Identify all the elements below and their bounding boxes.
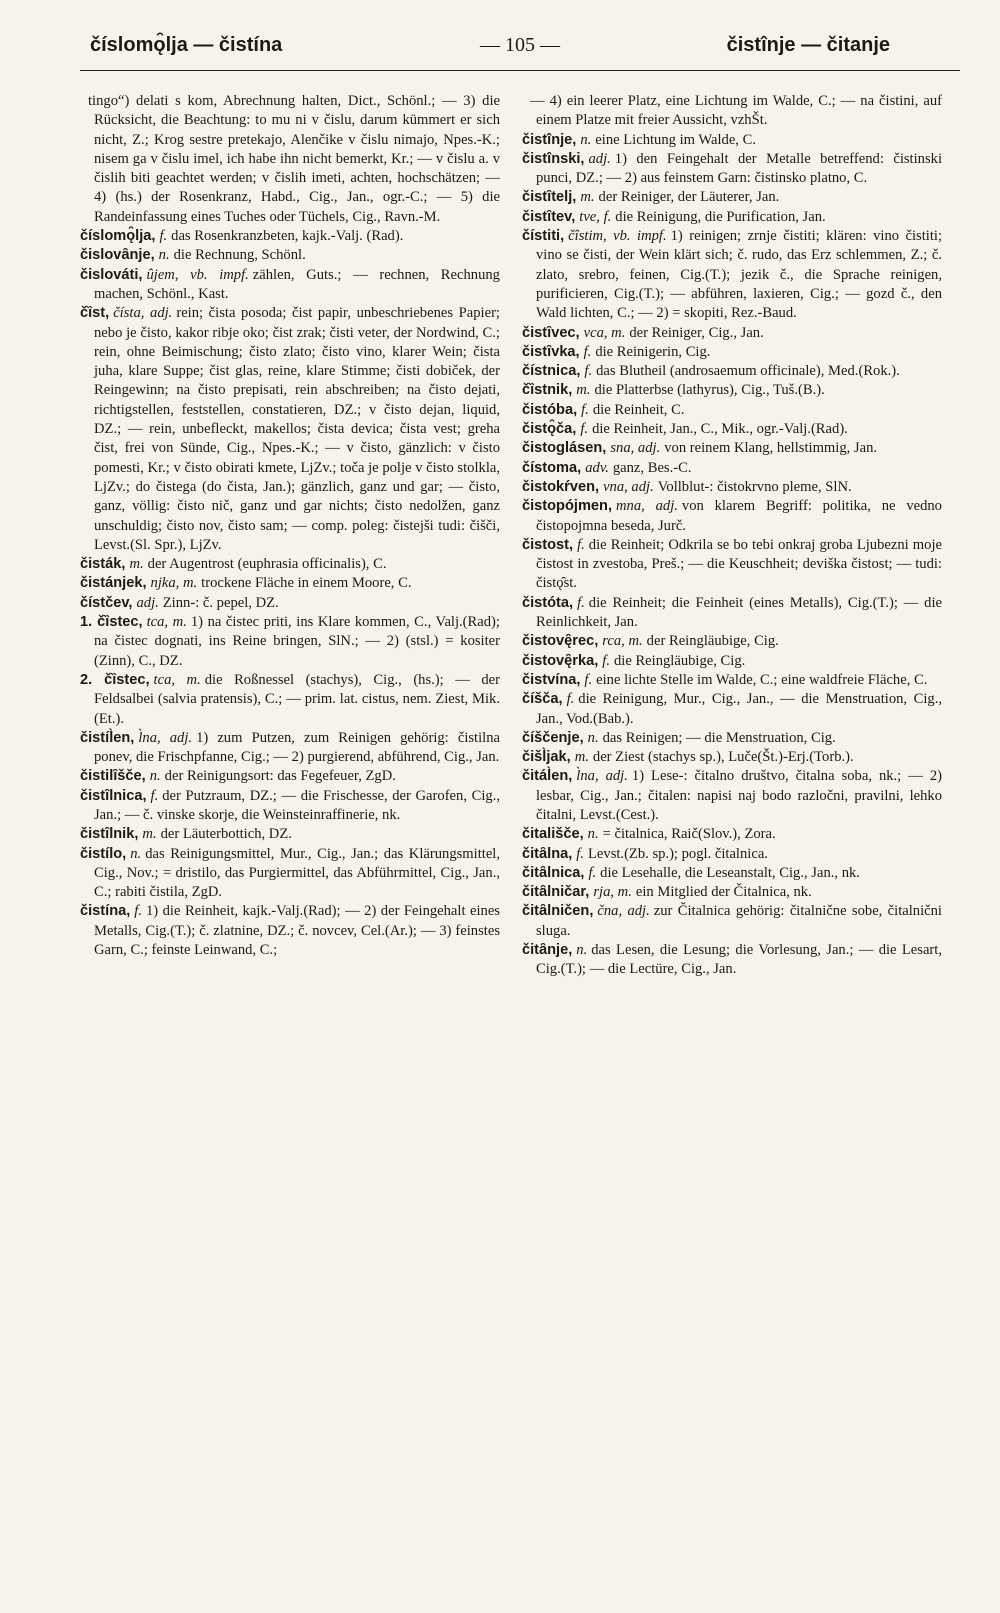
- grammar-note: n.: [587, 826, 599, 843]
- definition: die Platterbse (lathyrus), Cig., Tuš.(B.).: [594, 382, 825, 399]
- dictionary-entry: [80, 902, 500, 960]
- headword: čitȃlna,: [522, 845, 573, 862]
- dictionary-entry: [522, 883, 942, 902]
- definition: die Reinheit, Jan., C., Mik., ogr.-Valj.(Rad).: [592, 421, 848, 438]
- grammar-note: vna, adj.: [603, 478, 654, 495]
- definition: von klarem Begriff: politika, ne vedno čistopojmna beseda, Jurč.: [536, 498, 942, 534]
- headword: čitȃlnica,: [522, 864, 585, 881]
- grammar-note: f.: [159, 228, 168, 245]
- dictionary-entry: [522, 401, 942, 420]
- headword: čistovę̑rka,: [522, 652, 599, 669]
- headword: 1. čȉstec,: [80, 614, 143, 631]
- headword: čistînje,: [522, 131, 577, 148]
- grammar-note: f.: [584, 363, 593, 380]
- grammar-note: l̀na, adj.: [576, 768, 628, 785]
- dictionary-entry: [80, 729, 500, 768]
- dictionary-entry: [522, 941, 942, 980]
- definition: das Reinigen; — die Menstruation, Cig.: [602, 729, 836, 746]
- headword: čístoma,: [522, 459, 582, 476]
- headword: čistȋlnik,: [80, 826, 139, 843]
- headword: čitȃlničar,: [522, 884, 590, 901]
- dictionary-entry: [522, 439, 942, 458]
- definition: eine Lichtung im Walde, C.: [595, 131, 756, 148]
- grammar-note: mna, adj.: [616, 498, 678, 515]
- grammar-note: n.: [158, 247, 170, 264]
- dictionary-entry: [522, 652, 942, 671]
- header-left-guideword: číslomǫ̑lja — čistína: [90, 34, 283, 56]
- definition: das Lesen, die Lesung; die Vorlesung, Jan.; — die Lesart, Cig.(T.); — die Lectüre, Cig., Jan.: [536, 942, 942, 978]
- grammar-note: m.: [574, 749, 589, 766]
- headword: čistȋvka,: [522, 343, 580, 360]
- grammar-note: rca, m.: [602, 633, 643, 650]
- definition: der Läuterbottich, DZ.: [160, 826, 292, 843]
- dictionary-entry: [80, 594, 500, 613]
- dictionary-entry: [522, 729, 942, 748]
- dictionary-entry: [522, 208, 942, 227]
- grammar-note: čísta, adj.: [113, 305, 173, 322]
- headword: čistánjek,: [80, 575, 147, 592]
- grammar-note: vca, m.: [583, 324, 626, 341]
- headword: čistoglásen,: [522, 440, 607, 457]
- headword: čistovę̑rec,: [522, 633, 599, 650]
- definition: 1) na čistec priti, ins Klare kommen, C., Valj.(Rad); na čistec dognati, ins Reine bringen, SlN.; — 2) (stsl.) = kositer (Zinn), C., DZ.: [94, 614, 500, 669]
- grammar-note: m.: [142, 826, 157, 843]
- grammar-note: f.: [150, 787, 159, 804]
- headword: čistȋtelj,: [522, 189, 577, 206]
- definition: das Reinigungsmittel, Mur., Cig., Jan.; das Klärungsmittel, Cig., Nov.; = dristilo, das Purgiermittel, das Abführmittel, Cig., Jan., C.; rabiti čistila, ZgD.: [94, 845, 500, 901]
- definition: die Reinheit, C.: [592, 401, 685, 418]
- grammar-note: n.: [580, 131, 592, 148]
- definition: der Ziest (stachys sp.), Luče(Št.)-Erj.(Torb.).: [592, 749, 854, 766]
- dictionary-entry: [522, 227, 942, 323]
- headword: čistilȋšče,: [80, 768, 146, 785]
- grammar-note: f.: [134, 903, 142, 920]
- grammar-note: njka, m.: [150, 575, 198, 592]
- grammar-note: n.: [149, 768, 161, 785]
- headword: čitȃlničen,: [522, 903, 594, 920]
- definition: — 4) ein leerer Platz, eine Lichtung im Walde, C.; — na čistini, auf einem Platze mit freier Aussicht, vzhŠt.: [530, 93, 942, 129]
- page-number: — 105 —: [480, 34, 560, 56]
- definition: die Lesehalle, die Leseanstalt, Cig., Jan., nk.: [600, 864, 860, 881]
- headword: čistokŕven,: [522, 478, 600, 495]
- headword: čislováti,: [80, 266, 143, 283]
- definition: der Putzraum, DZ.; — die Frischesse, der Garofen, Cig., Jan.; — č. vinske skorje, die Weinsteinraffinerie, nk.: [94, 787, 500, 823]
- dictionary-entry: [80, 92, 500, 227]
- grammar-note: f.: [602, 652, 610, 669]
- definition: 1) reinigen; zrnje čistiti; klären: vino čistiti; vino se čisti, der Wein klärt sich; č. rudo, das Erz schlemmen, Z.; č. zlato, srebro, feinen, Cig.(T.); jezik č., die Sprache reinigen, purificieren, Cig.(T.); — abführen, laxieren, Cig.; — gozd č., den Wald lichten, C.; — 2) = skopiti, Rez.-Baud.: [536, 228, 942, 322]
- headword: čistînski,: [522, 150, 585, 167]
- headword: čístiti,: [522, 228, 565, 245]
- definition: der Reiniger, Cig., Jan.: [629, 324, 764, 341]
- dictionary-entry: [80, 671, 500, 729]
- definition: das Rosenkranzbeten, kajk.-Valj. (Rad).: [171, 228, 404, 245]
- grammar-note: n.: [587, 729, 599, 746]
- headword: čislovȃnje,: [80, 247, 155, 264]
- definition: die Reinigung, Mur., Cig., Jan., — die Menstruation, Cig., Jan., Vod.(Bab.).: [536, 691, 942, 727]
- dictionary-entry: [522, 188, 942, 207]
- grammar-note: m.: [129, 556, 144, 573]
- dictionary-entry: [522, 343, 942, 362]
- headword: čistopójmen,: [522, 498, 613, 515]
- grammar-note: f.: [566, 691, 575, 708]
- grammar-note: ûjem, vb. impf.: [146, 266, 249, 283]
- headword: čístnica,: [522, 363, 581, 380]
- dictionary-entry: [522, 748, 942, 767]
- dictionary-entry: [80, 246, 500, 265]
- headword: čistína,: [80, 903, 131, 920]
- definition: Levst.(Zb. sp.); pogl. čitalnica.: [588, 845, 768, 862]
- definition: der Reingläubige, Cig.: [646, 633, 779, 650]
- grammar-note: m.: [576, 382, 591, 399]
- definition: von reinem Klang, hellstimmig, Jan.: [664, 440, 878, 457]
- header-right-guideword: čistînje — čitanje: [726, 34, 890, 56]
- grammar-note: f.: [577, 536, 585, 553]
- dictionary-entry: [80, 227, 500, 246]
- dictionary-entry: [80, 825, 500, 844]
- definition: ein Mitglied der Čitalnica, nk.: [635, 884, 812, 901]
- dictionary-entry: [522, 632, 942, 651]
- headword: čitȃnje,: [522, 942, 573, 959]
- headword: čistvína,: [522, 671, 581, 688]
- grammar-note: adj.: [136, 594, 159, 611]
- dictionary-entry: [522, 497, 942, 536]
- definition: der Augentrost (euphrasia officinalis), C.: [147, 556, 387, 573]
- grammar-note: m.: [580, 189, 595, 206]
- dictionary-entry: [522, 825, 942, 844]
- grammar-note: čîstim, vb. impf.: [568, 228, 667, 245]
- grammar-note: f.: [588, 864, 597, 881]
- dictionary-entry: [522, 92, 942, 131]
- headword: čistost,: [522, 536, 574, 553]
- definition: das Blutheil (androsaemum officinale), Med.(Rok.).: [596, 363, 900, 380]
- headword: čitál̀en,: [522, 768, 573, 785]
- headword: čisták,: [80, 556, 126, 573]
- definition: zählen, Guts.; — rechnen, Rechnung machen, Schönl., Kast.: [94, 266, 500, 302]
- definition: zur Čitalnica gehörig: čitalnične sobe, čitalnični sluga.: [536, 903, 942, 939]
- dictionary-entry: [80, 574, 500, 593]
- left-column: [80, 92, 500, 1592]
- definition: der Reiniger, der Läuterer, Jan.: [598, 189, 780, 206]
- definition: 1) Lese-: čitalno društvo, čitalna soba, nk.; — 2) lesbar, Cig., Jan.; čitalen: napisi naj bodo razločni, pravilni, lehko čitalni, Levst.(Cest.).: [536, 768, 942, 823]
- page-header: [80, 30, 960, 71]
- definition: Zinn-: č. pepel, DZ.: [162, 594, 279, 611]
- definition: 1) die Reinheit, kajk.-Valj.(Rad); — 2) der Feingehalt eines Metalls, Cig.(T.); č. zlatnine, DZ.; č. novcev, Cel.(Ar.); — 3) feinstes Garn, C.; feinste Leinwand, C.;: [94, 903, 500, 959]
- headword: číščenje,: [522, 729, 584, 746]
- definition: trockene Fläche in einem Moore, C.: [201, 575, 412, 592]
- definition: die Roßnessel (stachys), Cig., (hs.); — der Feldsalbei (salvia pratensis), C.; — prim. lat. cistus, nem. Ziest, Mik.(Et.).: [94, 671, 500, 727]
- right-column: [522, 92, 942, 1592]
- dictionary-entry: [522, 767, 942, 825]
- headword: číslomǫ̑lja,: [80, 228, 156, 245]
- headword: 2. čȉstec,: [80, 671, 150, 688]
- headword: čistǫ̑ča,: [522, 421, 577, 438]
- definition: die Rechnung, Schönl.: [173, 247, 306, 264]
- definition: = čitalnica, Raič(Slov.), Zora.: [602, 826, 776, 843]
- grammar-note: rja, m.: [593, 884, 632, 901]
- headword: čišl̀jak,: [522, 749, 571, 766]
- dictionary-entry: [522, 150, 942, 189]
- definition: der Reinigungsort: das Fegefeuer, ZgD.: [164, 768, 396, 785]
- dictionary-entry: [80, 787, 500, 826]
- definition: 1) den Feingehalt der Metalle betreffend: čistinski punci, DZ.; — 2) aus feinstem Garn: čistinsko platno, C.: [536, 150, 942, 187]
- grammar-note: f.: [580, 421, 589, 438]
- definition: die Reinigung, die Purification, Jan.: [615, 208, 826, 225]
- grammar-note: f.: [584, 671, 593, 688]
- grammar-note: f.: [576, 845, 584, 862]
- grammar-note: f.: [583, 343, 592, 360]
- dictionary-entry: [80, 767, 500, 786]
- definition: rein; čista posoda; čist papir, unbeschriebenes Papier; nebo je čisto, kakor ribje oko; čist zrak; čisti veter, der Nordwind, C.; rein, ohne Beimischung; čisto zlato; čisto vino, klarer Wein; čista juha, klare Suppe; čist glas, reine, klare Stimme; čisti dobiček, der Reingewinn; na čisto prepisati, rein abschreiben; na čisto dejati, richtigstellen, feststellen, constatieren, DZ.; v čisto dejan, liquid, DZ.; — rein, unbefleckt, makellos; čista devica; čista vest; greha čist, frei von Sünde, Cig., Npes.-K.; — v čisto, gänzlich: v čisto pomesti, Kr.; v čisto obirati kmete, LjZv.; toča je polje v čisto stolkla, LjZv.; do čistega (do čista, Jan.); gänzlich, ganz und gar; — čisto, ganz, völlig: čisto nič, ganz und gar nichts; čisto nedolžen, ganz unschuldig; čisto nov, čisto sam; — comp. poleg: čistejši tudi: čišči, Levst.(Sl. Spr.), LjZv.: [94, 305, 500, 553]
- dictionary-entry: [522, 459, 942, 478]
- grammar-note: tca, m.: [153, 671, 201, 688]
- grammar-note: f.: [581, 401, 589, 418]
- dictionary-entry: [522, 671, 942, 690]
- grammar-note: n.: [130, 845, 142, 862]
- definition: die Reingläubige, Cig.: [613, 652, 746, 669]
- definition: die Reinheit; Odkrila se bo tebi onkraj groba Ljubezni moje čistost in zvestoba, Preš.; — die Keuschheit; deviška čistost; — tudi: čistǫ̑st.: [536, 536, 942, 592]
- headword: čistóba,: [522, 401, 578, 418]
- dictionary-entry: [522, 324, 942, 343]
- grammar-note: sna, adj.: [610, 440, 661, 457]
- headword: čistȋvec,: [522, 324, 580, 341]
- headword: čistóta,: [522, 594, 574, 611]
- dictionary-entry: [522, 131, 942, 150]
- grammar-note: adj.: [588, 150, 611, 167]
- dictionary-entry: [80, 555, 500, 574]
- definition: Vollblut-: čistokrvno pleme, SlN.: [657, 478, 852, 495]
- dictionary-entry: [522, 420, 942, 439]
- definition: die Reinheit; die Feinheit (eines Metalls), Cig.(T.); — die Reinlichkeit, Jan.: [536, 594, 942, 631]
- grammar-note: l̀na, adj.: [138, 729, 193, 746]
- dictionary-entry: [522, 594, 942, 633]
- headword: číšča,: [522, 691, 563, 708]
- definition: eine lichte Stelle im Walde, C.; eine waldfreie Fläche, C.: [596, 671, 928, 688]
- dictionary-entry: [522, 478, 942, 497]
- headword: čitališče,: [522, 826, 584, 843]
- definition: tingo“) delati s kom, Abrechnung halten, Dict., Schönl.; — 3) die Rücksicht, die Beachtung: to mu ni v čislu, darum kümmert er sich nicht, Z.; Krog sestre pretekajo, Alenčike v čislu nimajo, Npes.-K.; nisem ga v čislu imel, ich habe ihn nicht bemerkt, Kr.; — v čislu a. v čislih biti geachtet werden; v čislih imeti, achten, hochschätzen; — 4) (hs.) der Rosenkranz, Habd., Cig., Jan., ogr.-C.; — 5) die Randeinfassung eines Tuches oder Tüchels, Cig., Ravn.-M.: [88, 93, 500, 225]
- dictionary-entry: [522, 864, 942, 883]
- definition: die Reinigerin, Cig.: [595, 343, 711, 360]
- headword: čȉst,: [80, 305, 110, 322]
- headword: čistȋlnica,: [80, 787, 147, 804]
- dictionary-entry: [522, 690, 942, 729]
- dictionary-entry: [522, 362, 942, 381]
- headword: čístčev,: [80, 594, 133, 611]
- grammar-note: tve, f.: [579, 208, 612, 225]
- grammar-note: adv.: [585, 459, 609, 476]
- dictionary-entry: [80, 845, 500, 903]
- dictionary-entry: [80, 304, 500, 555]
- dictionary-entry: [522, 902, 942, 941]
- dictionary-entry: [80, 266, 500, 305]
- dictionary-entry: [522, 381, 942, 400]
- grammar-note: tca, m.: [146, 614, 187, 631]
- dictionary-entry: [522, 536, 942, 594]
- definition: ganz, Bes.-C.: [612, 459, 692, 476]
- grammar-note: n.: [576, 942, 588, 959]
- grammar-note: čna, adj.: [597, 903, 650, 920]
- grammar-note: f.: [577, 594, 585, 611]
- headword: čistílo,: [80, 845, 127, 862]
- dictionary-entry: [80, 613, 500, 671]
- definition: 1) zum Putzen, zum Reinigen gehörig: čistilna ponev, die Frischpfanne, Cig.; — 2) purgierend, abführend, Cig., Jan.: [94, 729, 500, 766]
- dictionary-entry: [522, 845, 942, 864]
- headword: čistíl̀en,: [80, 729, 135, 746]
- headword: čistȋtev,: [522, 208, 576, 225]
- headword: čȉstnik,: [522, 382, 573, 399]
